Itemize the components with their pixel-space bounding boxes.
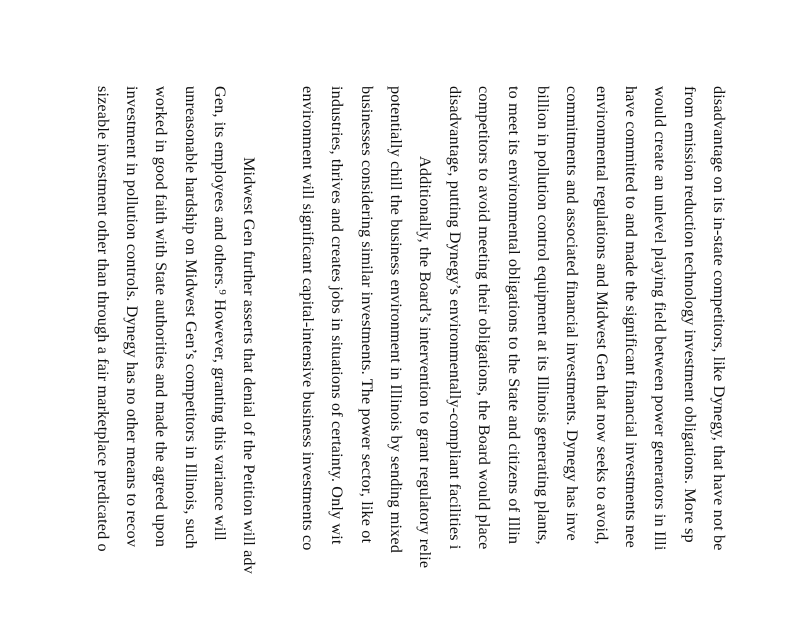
text-line-14: industries, thrives and creates jobs in situations of certainty. Only wit [328,86,346,545]
text-line-10: disadvantage, putting Dynegy’s environmentally-compliant facilities i [446,86,464,550]
rotated-text-block [0,86,729,618]
text-line-4: have committed to and made the significant financial investments nee [622,86,640,548]
text-line-2: from emission reduction technology investment obligations. More sp [681,86,699,543]
text-line-21: investment in pollution controls. Dynegy has no other means to recov [123,86,141,548]
text-line-5: environmental regulations and Midwest Gen that now seeks to avoid, [593,86,611,545]
text-line-9: competitors to avoid meeting their obligations, the Board would place [475,86,493,550]
text-line-19: unreasonable hardship on Midwest Gen’s competitors in Illinois, such [182,86,200,549]
text-line-17: Midwest Gen further asserts that denial of the Petition will adv [240,157,258,574]
text-line-15: environment will significant capital-intensive business investments co [299,86,317,551]
text-line-1: disadvantage on its in-state competitors, like Dynegy, that have not be [710,86,728,551]
text-line-7: billion in pollution control equipment at its Illinois generating plants, [534,86,552,545]
text-line-8: to meet its environmental obligations to the State and citizens of Illin [505,86,523,545]
text-line-18: Gen, its employees and others.⁹ However, granting this variance will [211,86,229,541]
text-line-11: Additionally, the Board’s intervention to grant regulatory relie [416,156,434,569]
text-line-20: worked in good faith with State authorities and made the agreed upon [152,86,170,548]
text-line-3: would create an unlevel playing field between power generators in Illi [651,86,669,551]
text-line-13: businesses considering similar investments. The power sector, like ot [358,86,376,544]
text-line-12: potentially chill the business environment in Illinois by sending mixed [387,86,405,553]
text-line-6: commitments and associated financial investments. Dynegy has inve [563,86,581,541]
text-line-22: sizeable investment other than through a fair marketplace predicated o [94,86,112,552]
